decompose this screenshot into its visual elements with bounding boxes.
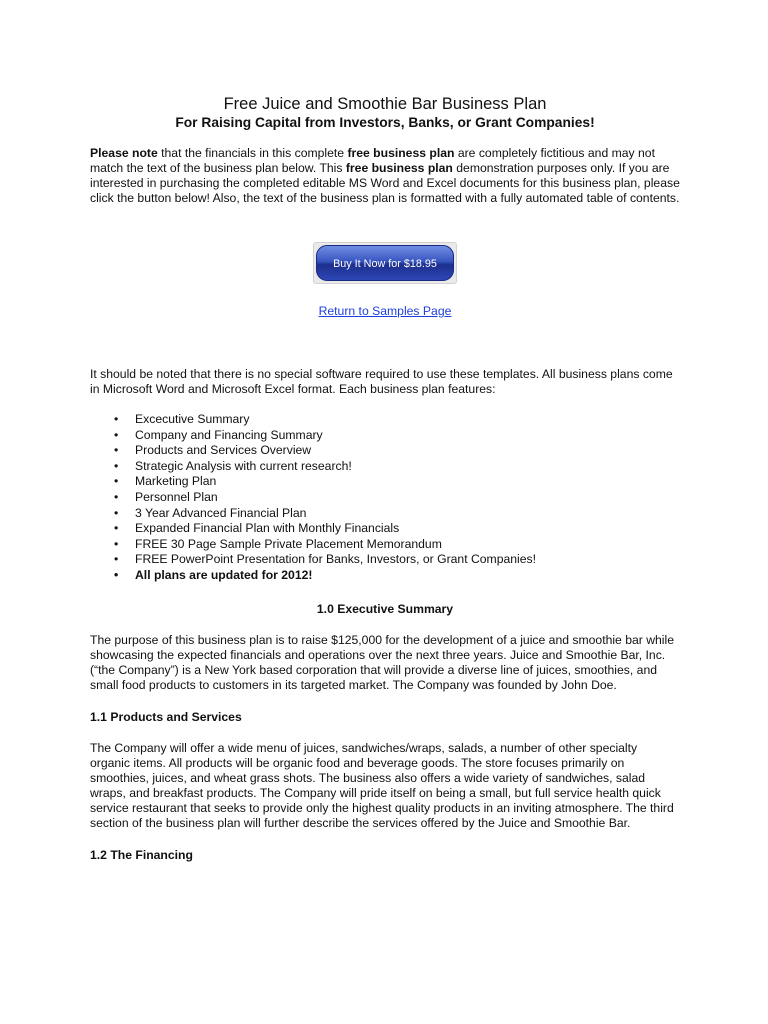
bullet-icon: • [114,412,119,426]
intro-text-1: that the financials in this complete [157,146,348,160]
list-item-label: Expanded Financial Plan with Monthly Financials [135,521,400,536]
bullet-icon: • [114,505,119,520]
bullet-icon: • [114,443,119,458]
bullet-icon: • [114,427,119,442]
list-item [90,568,680,584]
section-heading-products-and-services: 1.1 Products and Services [90,709,242,724]
buy-button-frame [313,242,457,284]
list-item-label: Personnel Plan [135,489,218,504]
list-item [90,474,680,490]
list-item [90,428,680,444]
bullet-icon: • [114,474,119,489]
list-item [90,459,680,475]
list-item-label: All plans are updated for 2012! [135,567,313,582]
bullet-icon: • [114,567,119,582]
bullet-icon: • [114,489,119,504]
intro-paragraph [90,146,680,206]
free-business-plan-bold-2: free business plan [345,161,453,175]
document-subtitle: For Raising Capital from Investors, Banks, or Grant Companies! [175,115,595,130]
bullet-icon: • [114,521,119,536]
return-link-container [90,304,680,319]
bullet-icon: • [114,536,119,551]
list-item-label: 3 Year Advanced Financial Plan [135,505,307,520]
intro-text-2: are completely fictitious and may not match the text of the business plan below. This [90,146,655,175]
list-item [90,443,680,459]
list-item-label: FREE PowerPoint Presentation for Banks, Investors, or Grant Companies! [135,552,537,567]
return-to-samples-link[interactable]: Return to Samples Page [318,304,452,318]
list-item [90,490,680,506]
bullet-icon: • [114,552,119,567]
list-item-label: Products and Services Overview [135,443,312,458]
software-note-paragraph: It should be noted that there is no special software required to use these templates. All business plans come in Microsoft Word and Microsoft Excel format. Each business plan features: [90,367,673,396]
features-list [90,412,680,584]
please-note-label: Please note [90,146,158,160]
list-item-label: Company and Financing Summary [135,427,323,442]
section-heading-executive-summary: 1.0 Executive Summary [316,601,454,616]
section-heading-the-financing: 1.2 The Financing [90,847,193,862]
list-item [90,506,680,522]
list-item [90,521,680,537]
buy-button-container [90,242,680,288]
bullet-icon: • [114,458,119,473]
executive-summary-paragraph: The purpose of this business plan is to raise $125,000 for the development of a juice and smoothie bar while showcasing the expected financials and operations over the next three years. Juice and Smoothie Bar, Inc. (“the Company”) is a New York based corporation that will provide a diverse line of juices, smoothies, and small food products to customers in its targeted market. The Company was founded by John Doe. [90,632,675,692]
list-item-label: Marketing Plan [135,474,217,489]
list-item-label: Strategic Analysis with current research! [135,458,352,473]
buy-it-now-button[interactable]: Buy It Now for $18.95 [316,245,454,281]
list-item [90,537,680,553]
intro-text-3: demonstration purposes only. If you are interested in purchasing the completed editable MS Word and Excel documents for this business plan, please click the button below! Also, the text of the business plan is formatted with a fully automated table of contents. [90,161,680,205]
list-item-label: FREE 30 Page Sample Private Placement Memorandum [135,536,442,551]
document-title: Free Juice and Smoothie Bar Business Plan [223,95,547,113]
list-item [90,412,680,428]
products-and-services-paragraph: The Company will offer a wide menu of juices, sandwiches/wraps, salads, a number of other specialty organic items. All products will be organic food and beverage goods. The store focuses primarily on smoothies, juices, and wheat grass shots. The business also offers a wide variety of sandwiches, salad wraps, and breakfast products. The Company will pride itself on being a small, but full service health quick service restaurant that seeks to provide only the highest quality products in an inviting atmosphere. The third section of the business plan will further describe the services offered by the Juice and Smoothie Bar. [90,740,674,830]
document-content [90,94,680,863]
list-item [90,552,680,568]
list-item-label: Excecutive Summary [135,412,250,426]
free-business-plan-bold-1: free business plan [347,146,455,160]
